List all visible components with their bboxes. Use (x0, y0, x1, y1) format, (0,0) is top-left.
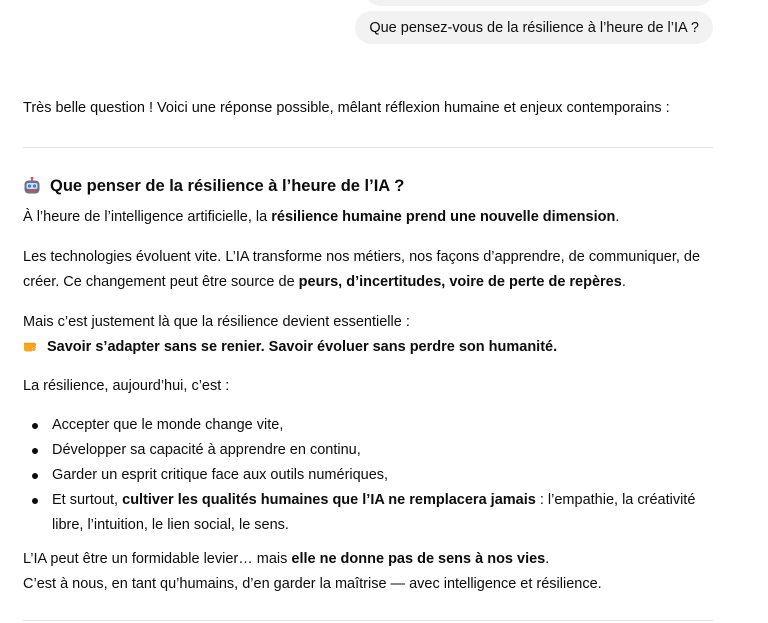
paragraph-4: La résilience, aujourd’hui, c’est : (23, 378, 230, 394)
divider (23, 147, 713, 148)
paragraph-5: L’IA peut être un formidable levier… mais elle ne donne pas de sens à nos vies. (23, 551, 550, 567)
paragraph-6: C’est à nous, en tant qu’humains, d’en garder la maîtrise — avec intelligence et résilience. (23, 576, 602, 592)
list-item: Accepter que le monde change vite, (23, 413, 713, 438)
list-item: Développer sa capacité à apprendre en continu, (23, 438, 713, 463)
paragraph-1: À l’heure de l’intelligence artificielle, la résilience humaine prend une nouvelle dimension. (23, 209, 620, 225)
paragraph-3: Mais c’est justement là que la résilience devient essentielle : Savoir s’adapter sans se renier. Savoir évoluer sans perdre son humanité. (23, 314, 558, 355)
list-item: Et surtout, cultiver les qualités humaines que l’IA ne remplacera jamais : l’empathie, la créativité libre, l’intuition, le lien social, le sens. (23, 488, 713, 538)
divider (23, 620, 713, 621)
answer-heading (23, 173, 404, 199)
pointing-hand-icon (23, 337, 41, 353)
user-message-bubble (355, 11, 713, 44)
user-message-text: Que pensez-vous de la résilience à l’heure de l’IA ? (369, 19, 699, 36)
previous-message-bubble (366, 0, 712, 6)
list-item: Garder un esprit critique face aux outils numériques, (23, 463, 713, 488)
resilience-list (23, 413, 713, 538)
robot-icon (23, 177, 41, 195)
paragraph-2: Les technologies évoluent vite. L’IA transforme nos métiers, nos façons d’apprendre, de communiquer, de créer. Ce changement peut être source de peurs, d’incertitudes, voire de perte de repères. (23, 249, 701, 290)
answer-heading-text: Que penser de la résilience à l’heure de l’IA ? (50, 176, 405, 195)
answer-intro: Très belle question ! Voici une réponse possible, mêlant réflexion humaine et enjeux contemporains : (23, 100, 670, 116)
